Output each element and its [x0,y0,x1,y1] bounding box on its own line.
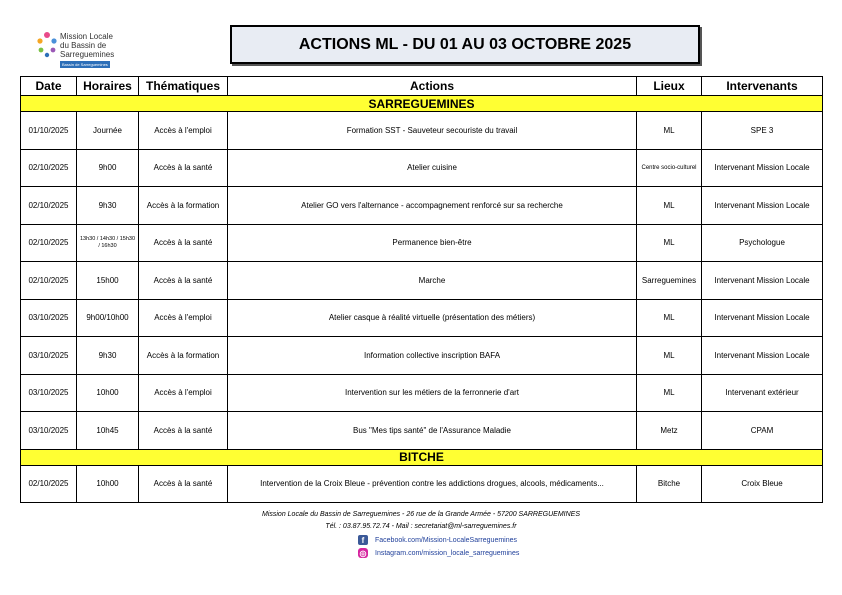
cell-intervenant: Intervenant extérieur [702,374,823,412]
table-row [21,149,823,187]
cell-lieu: ML [637,337,702,375]
table-row [21,262,823,300]
logo-line-1: Mission Locale [60,32,113,41]
cell-thematique: Accès à l'emploi [139,374,228,412]
header-thematiques: Thématiques [139,77,228,96]
cell-lieu: Centre socio-culturel [637,149,702,187]
cell-lieu: ML [637,224,702,262]
table-row [21,112,823,150]
cell-action: Permanence bien-être [228,224,637,262]
cell-action: Atelier GO vers l'alternance - accompagnement renforcé sur sa recherche [228,187,637,225]
cell-thematique: Accès à la formation [139,187,228,225]
cell-horaires: 10h45 [77,412,139,450]
cell-horaires: 9h30 [77,187,139,225]
cell-intervenant: CPAM [702,412,823,450]
section-header-sarreguemines [21,96,823,112]
mission-locale-logo [34,30,126,72]
cell-intervenant: Intervenant Mission Locale [702,187,823,225]
logo-line-2: du Bassin de [60,41,107,50]
table-row [21,412,823,450]
cell-date: 03/10/2025 [21,412,77,450]
table-row [21,374,823,412]
cell-date: 03/10/2025 [21,299,77,337]
header-lieux: Lieux [637,77,702,96]
cell-date: 02/10/2025 [21,149,77,187]
cell-thematique: Accès à la santé [139,149,228,187]
cell-lieu: ML [637,299,702,337]
cell-horaires: 9h00 [77,149,139,187]
instagram-icon: ◎ [359,548,367,558]
page-title: ACTIONS ML - DU 01 AU 03 OCTOBRE 2025 [230,25,700,64]
cell-intervenant: Intervenant Mission Locale [702,299,823,337]
cell-intervenant: Croix Bleue [702,465,823,503]
cell-lieu: Bitche [637,465,702,503]
cell-lieu: ML [637,187,702,225]
header-intervenants: Intervenants [702,77,823,96]
facebook-link-row[interactable] [358,535,517,545]
cell-date: 02/10/2025 [21,262,77,300]
cell-horaires: 10h00 [77,465,139,503]
cell-action: Intervention de la Croix Bleue - prévention contre les addictions drogues, alcools, médicaments... [228,465,637,503]
cell-thematique: Accès à l'emploi [139,112,228,150]
cell-intervenant: SPE 3 [702,112,823,150]
logo-figure-icon [34,30,60,60]
logo-line-3: Sarreguemines [60,50,115,59]
table-row [21,465,823,503]
table-row [21,224,823,262]
cell-date: 02/10/2025 [21,465,77,503]
logo-text [60,32,114,59]
header-horaires: Horaires [77,77,139,96]
cell-action: Information collective inscription BAFA [228,337,637,375]
section-title: BITCHE [21,449,823,465]
table-row [21,337,823,375]
logo-badge: Bassin de Sarreguemines [62,62,108,67]
section-title: SARREGUEMINES [21,96,823,112]
footer-contact: Tél. : 03.87.95.72.74 - Mail : secretariat@ml-sarreguemines.fr [325,523,517,530]
cell-thematique: Accès à la santé [139,412,228,450]
cell-date: 03/10/2025 [21,374,77,412]
instagram-link-row[interactable] [358,548,519,558]
facebook-icon: f [358,535,368,545]
table-row [21,187,823,225]
cell-action: Formation SST - Sauveteur secouriste du travail [228,112,637,150]
table-row [21,299,823,337]
cell-lieu: Metz [637,412,702,450]
cell-action: Bus "Mes tips santé" de l'Assurance Maladie [228,412,637,450]
cell-action: Atelier cuisine [228,149,637,187]
cell-lieu: Sarreguemines [637,262,702,300]
cell-thematique: Accès à la santé [139,262,228,300]
header-date: Date [21,77,77,96]
table-header-row [21,77,823,96]
cell-horaires: 15h00 [77,262,139,300]
cell-action: Marche [228,262,637,300]
facebook-link[interactable]: Facebook.com/Mission-LocaleSarreguemines [375,536,518,544]
cell-intervenant: Intervenant Mission Locale [702,262,823,300]
cell-horaires: 9h00/10h00 [77,299,139,337]
section-header-bitche [21,449,823,465]
cell-horaires: Journée [77,112,139,150]
instagram-link[interactable]: Instagram.com/mission_locale_sarreguemines [375,549,520,557]
header-actions: Actions [228,77,637,96]
footer-address: Mission Locale du Bassin de Sarreguemines - 26 rue de la Grande Armée - 57200 SARREGUEMINES [261,511,580,518]
cell-intervenant: Psychologue [702,224,823,262]
cell-lieu: ML [637,112,702,150]
cell-thematique: Accès à la formation [139,337,228,375]
cell-intervenant: Intervenant Mission Locale [702,337,823,375]
cell-intervenant: Intervenant Mission Locale [702,149,823,187]
cell-horaires: 13h30 / 14h30 / 15h30 / 16h30 [77,224,139,262]
cell-horaires: 9h30 [77,337,139,375]
cell-date: 02/10/2025 [21,224,77,262]
cell-action: Atelier casque à réalité virtuelle (présentation des métiers) [228,299,637,337]
cell-date: 02/10/2025 [21,187,77,225]
cell-thematique: Accès à la santé [139,224,228,262]
cell-action: Intervention sur les métiers de la ferronnerie d'art [228,374,637,412]
actions-table [20,76,823,503]
cell-thematique: Accès à l'emploi [139,299,228,337]
cell-lieu: ML [637,374,702,412]
cell-date: 03/10/2025 [21,337,77,375]
cell-thematique: Accès à la santé [139,465,228,503]
cell-horaires: 10h00 [77,374,139,412]
cell-date: 01/10/2025 [21,112,77,150]
